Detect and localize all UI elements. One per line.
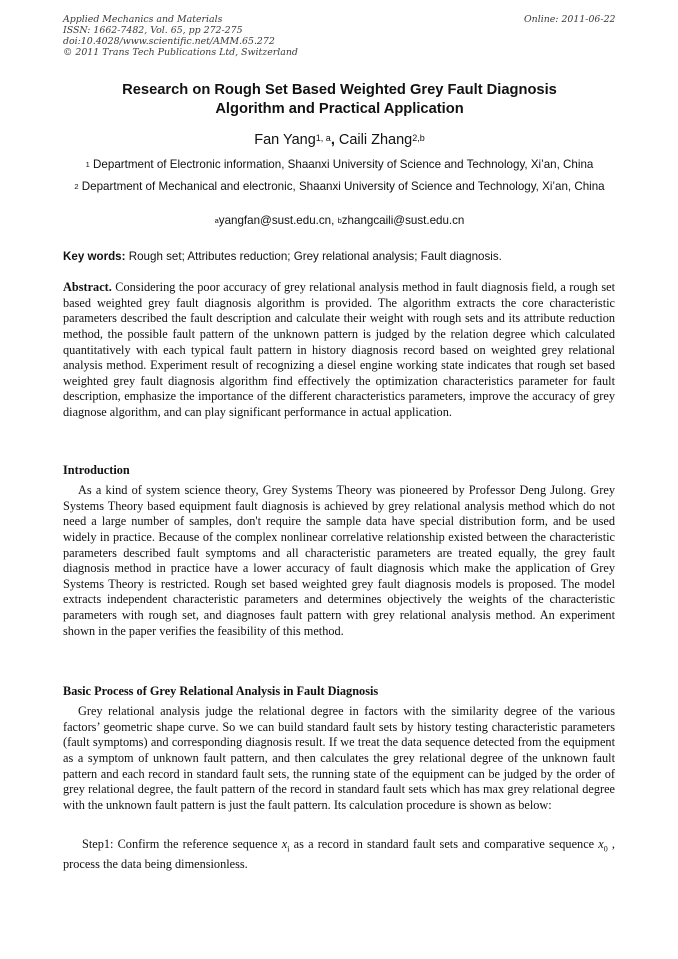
keywords-label: Key words: bbox=[63, 250, 126, 263]
comparative-sequence-symbol: $x_0$ bbox=[598, 837, 608, 854]
author-2: Caili Zhang bbox=[338, 132, 413, 148]
copyright-line: © 2011 Trans Tech Publications Ltd, Switzerland bbox=[63, 47, 298, 58]
basic-process-paragraph: Grey relational analysis judge the relational degree in factors with the similarity degree of the various factors’ geometric shape curve. So we can build standard fault sets by history testing characteristic parameters (fault symptoms) and corresponding diagnosis result. If we treat the data sequence detected from the equipment as a symptom of unknown fault pattern, and then calculates the grey relational degree of the unknown fault pattern and each record in standard fault sets, the running state of the equipment can be judged by the order of grey relational degree, the fault pattern of the record in standard fault sets which has max grey relational degree with the unknown fault pattern is just the fault pattern. Its calculation procedure is shown as below: bbox=[63, 704, 615, 812]
step1-paragraph bbox=[63, 837, 615, 873]
title-line-1: Research on Rough Set Based Weighted Grey Fault Diagnosis bbox=[122, 82, 557, 98]
email-a[interactable]: yangfan@sust.edu.cn bbox=[218, 214, 332, 227]
email-b[interactable]: zhangcaili@sust.edu.cn bbox=[341, 214, 465, 227]
affiliation-2 bbox=[63, 179, 616, 195]
affiliation-1-sup: 1 bbox=[85, 160, 90, 169]
affiliation-1 bbox=[63, 157, 616, 173]
basic-process-heading: Basic Process of Grey Relational Analysis in Fault Diagnosis bbox=[63, 684, 379, 698]
journal-header bbox=[63, 14, 298, 58]
email-b-sup: b bbox=[337, 216, 342, 225]
step1-text-a: Step1: Confirm the reference sequence bbox=[82, 837, 282, 851]
affiliation-2-sup: 2 bbox=[74, 182, 79, 191]
paper-title bbox=[63, 81, 616, 119]
author-list bbox=[63, 130, 616, 150]
author-emails bbox=[63, 213, 616, 229]
abstract-text: Considering the poor accuracy of grey relational analysis method in fault diagnosis field, a rough set based weighted grey fault diagnosis algorithm is provided. The algorithm extracts the core characteristic parameters described the fault description and calculate their weight with rough sets and its attribute reduction method, the possible fault pattern of the unknown pattern is judged by the relation degree which calculated quantitatively with each typical fault pattern in history diagnosis record based on weighted grey relational analysis method. Experiment result of recognizing a diesel engine working state indicates that rough set based weighted grey fault diagnosis algorithm find effectively the optimization characteristics parameter for fault description, emphasize the importance of the different characteristics parameters, improve the accuracy of grey diagnose algorithm, and can play significant performance in actual application. bbox=[63, 280, 615, 419]
author-1: Fan Yang bbox=[254, 132, 316, 148]
affiliation-1-text: Department of Electronic information, Shaanxi University of Science and Technology, Xi’an, China bbox=[93, 158, 594, 171]
journal-name: Applied Mechanics and Materials bbox=[63, 14, 223, 25]
doi-line[interactable]: doi:10.4028/www.scientific.net/AMM.65.272 bbox=[63, 36, 275, 47]
author-2-sup: 2,b bbox=[412, 133, 425, 143]
author-separator: , bbox=[330, 132, 339, 148]
abstract-label: Abstract. bbox=[63, 280, 112, 294]
reference-sequence-symbol: $x_i$ bbox=[281, 837, 290, 854]
email-separator: , bbox=[331, 214, 338, 227]
keywords bbox=[63, 249, 616, 265]
email-a-sup: a bbox=[214, 216, 219, 225]
step1-text-b: as a record in standard fault sets and comparative sequence bbox=[289, 837, 599, 851]
introduction-heading: Introduction bbox=[63, 463, 130, 477]
affiliation-2-text: Department of Mechanical and electronic, Shaanxi University of Science and Technology, Xi’an, China bbox=[81, 180, 605, 193]
online-date: Online: 2011-06-22 bbox=[524, 14, 616, 25]
introduction-paragraph: As a kind of system science theory, Grey Systems Theory was pioneered by Professor Deng Julong. Grey Systems Theory based equipment fault diagnosis is achieved by grey relational analysis method which do not need a large number of samples, don't require the sample data have special distribution form, and be used widely in practice. Because of the complex nonlinear correlative relationship existed between the characteristic parameters described fault symptoms and all characteristic parameters are treated equally, the grey fault diagnosis method in practice have a lower accuracy of fault diagnosis which make the application of Grey Systems Theory is restricted. Rough set based weighted grey fault diagnosis models is proposed. The model extracts independent characteristic parameters and determines objectively the weights of the characteristic parameters with rough set, and diagnoses fault pattern with grey relational analysis method. An experiment shown in the paper verifies the feasibility of this method. bbox=[63, 483, 615, 638]
author-1-sup: 1, a bbox=[315, 133, 331, 143]
issn-line: ISSN: 1662-7482, Vol. 65, pp 272-275 bbox=[63, 25, 243, 36]
keywords-text: Rough set; Attributes reduction; Grey relational analysis; Fault diagnosis. bbox=[128, 250, 502, 263]
abstract bbox=[63, 280, 615, 421]
title-line-2: Algorithm and Practical Application bbox=[215, 101, 464, 117]
step1-text-c: , process the data being dimensionless. bbox=[63, 837, 615, 872]
